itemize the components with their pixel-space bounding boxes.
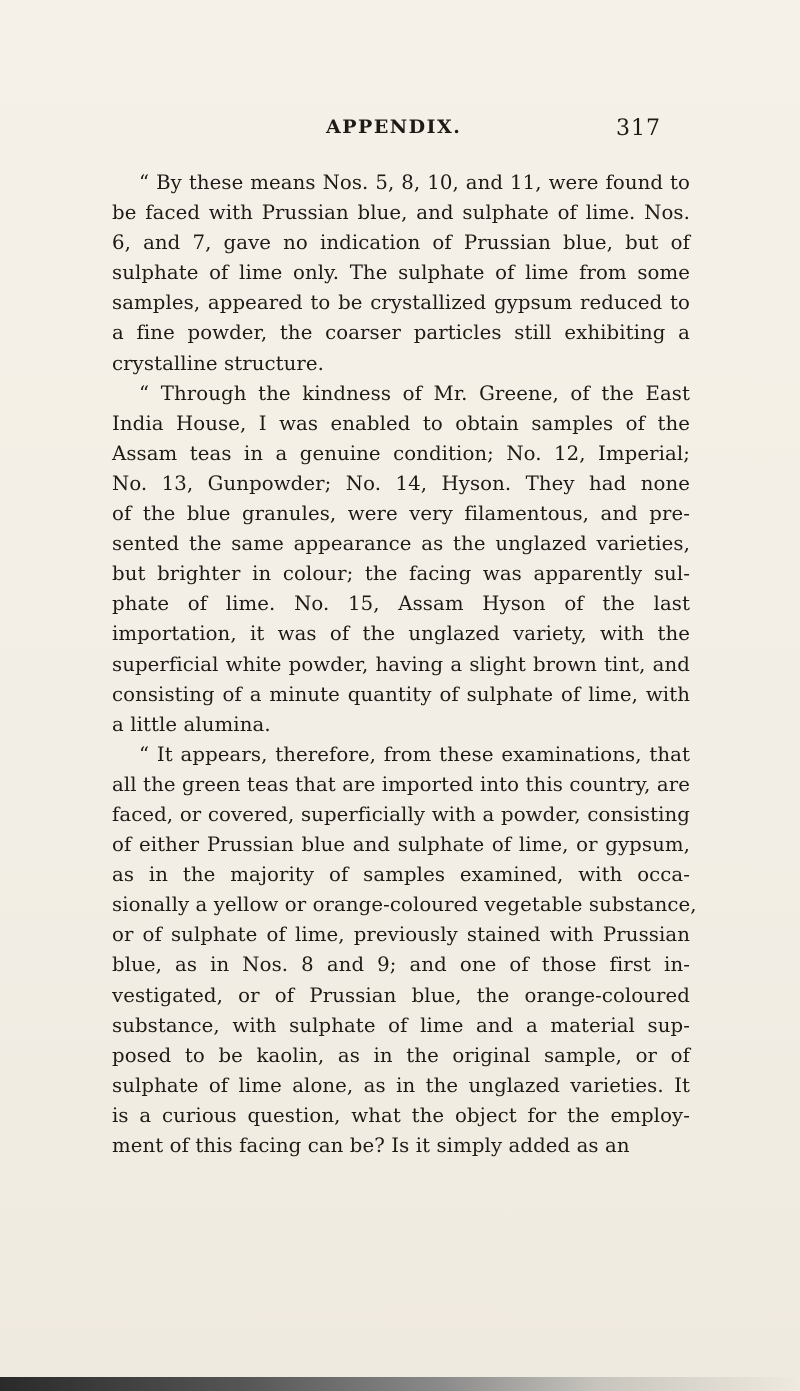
text-line: a little alumina. xyxy=(112,712,271,736)
page-edge-shadow xyxy=(0,1377,800,1391)
paragraph-3 xyxy=(112,740,697,1161)
running-title: APPENDIX. xyxy=(326,116,462,138)
text-line: or of sulphate of lime, previously stained with Prussian xyxy=(112,923,690,947)
text-line: as in the majority of samples examined, with occa- xyxy=(112,863,690,887)
text-line: all the green teas that are imported into this country, are xyxy=(112,772,690,796)
text-line: a fine powder, the coarser particles still exhibiting a xyxy=(112,321,690,345)
paragraph-2 xyxy=(112,379,690,740)
text-line: blue, as in Nos. 8 and 9; and one of those first in- xyxy=(112,953,690,977)
text-line: faced, or covered, superficially with a powder, consisting xyxy=(112,802,690,826)
text-line: be faced with Prussian blue, and sulphate of lime. Nos. xyxy=(112,201,690,225)
text-line: “ Through the kindness of Mr. Greene, of the East xyxy=(139,381,690,405)
text-line: Assam teas in a genuine condition; No. 12, Imperial; xyxy=(112,441,690,465)
text-line: substance, with sulphate of lime and a material sup- xyxy=(112,1013,690,1037)
text-line: superficial white powder, having a slight brown tint, and xyxy=(112,652,690,676)
page-number: 317 xyxy=(616,116,661,141)
text-line: “ It appears, therefore, from these examinations, that xyxy=(139,742,690,766)
text-line: is a curious question, what the object for the employ- xyxy=(112,1103,690,1127)
text-line: sulphate of lime alone, as in the unglazed varieties. It xyxy=(112,1073,690,1097)
text-line: of the blue granules, were very filamentous, and pre- xyxy=(112,502,690,526)
paragraph-1 xyxy=(112,168,690,379)
text-line: sionally a yellow or orange-coloured vegetable substance, xyxy=(112,893,697,917)
text-line: 6, and 7, gave no indication of Prussian blue, but of xyxy=(112,231,690,255)
text-line: No. 13, Gunpowder; No. 14, Hyson. They had none xyxy=(112,471,690,495)
text-line: of either Prussian blue and sulphate of lime, or gypsum, xyxy=(112,833,690,857)
running-head xyxy=(0,116,800,146)
text-line: vestigated, or of Prussian blue, the orange-coloured xyxy=(112,983,690,1007)
text-line: sented the same appearance as the unglazed varieties, xyxy=(112,532,690,556)
text-line: India House, I was enabled to obtain samples of the xyxy=(112,411,690,435)
text-line: samples, appeared to be crystallized gypsum reduced to xyxy=(112,291,690,315)
text-line: consisting of a minute quantity of sulphate of lime, with xyxy=(112,682,690,706)
text-line: importation, it was of the unglazed variety, with the xyxy=(112,622,690,646)
text-line: ment of this facing can be? Is it simply added as an xyxy=(112,1134,630,1157)
text-line: but brighter in colour; the facing was apparently sul- xyxy=(112,562,690,586)
text-line: phate of lime. No. 15, Assam Hyson of the last xyxy=(112,592,690,616)
text-line: “ By these means Nos. 5, 8, 10, and 11, were found to xyxy=(139,171,690,194)
text-line: posed to be kaolin, as in the original sample, or of xyxy=(112,1043,690,1067)
text-line: crystalline structure. xyxy=(112,351,325,375)
body-text xyxy=(112,168,697,1161)
text-line: sulphate of lime only. The sulphate of lime from some xyxy=(112,261,690,285)
